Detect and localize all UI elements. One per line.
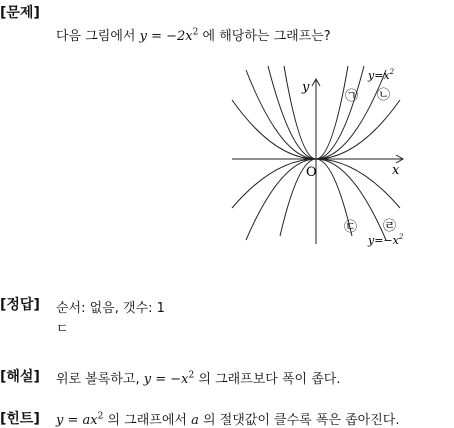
- problem-text-before: 다음 그림에서: [56, 29, 136, 44]
- answer-line2: ㄷ: [56, 322, 69, 337]
- bottom-curve-label: $y=-x^2$: [368, 233, 404, 247]
- explanation-label: [해설]: [0, 369, 40, 385]
- answer-label: [정답]: [0, 297, 40, 313]
- hint-variable: a: [191, 413, 199, 428]
- x-axis-label: x: [392, 163, 400, 178]
- explanation-equation: $y = -x^2$: [143, 370, 195, 387]
- hint-text-after: 의 절댓값이 클수록 폭은 좁아진다.: [203, 413, 400, 428]
- hint-text-mid: 의 그래프에서: [107, 413, 187, 428]
- problem-text-after: 에 해당하는 그래프는?: [202, 29, 331, 44]
- answer-line1: 순서: 없음, 갯수: 1: [56, 301, 165, 316]
- marker-4: ㉣: [383, 219, 397, 234]
- explanation-text: [56, 368, 341, 387]
- marker-2: ㉡: [377, 88, 391, 103]
- explanation-text-after: 의 그래프보다 폭이 좁다.: [198, 372, 341, 387]
- hint-equation: $y = ax^2$: [56, 411, 104, 428]
- parabola-graph: [228, 58, 416, 248]
- problem-statement: [56, 25, 331, 44]
- y-axis-label: y: [302, 80, 310, 95]
- hint-label: [힌트]: [0, 411, 40, 427]
- origin-label: O: [306, 165, 317, 180]
- hint-text: [56, 409, 399, 428]
- top-curve-label: $y=x^2$: [368, 68, 395, 82]
- marker-3: ㉢: [344, 220, 358, 235]
- problem-label: [문제]: [0, 5, 40, 21]
- marker-1: ㉠: [345, 89, 359, 104]
- problem-equation: $y = -2x^2$: [139, 27, 199, 44]
- explanation-text-before: 위로 볼록하고,: [56, 372, 140, 387]
